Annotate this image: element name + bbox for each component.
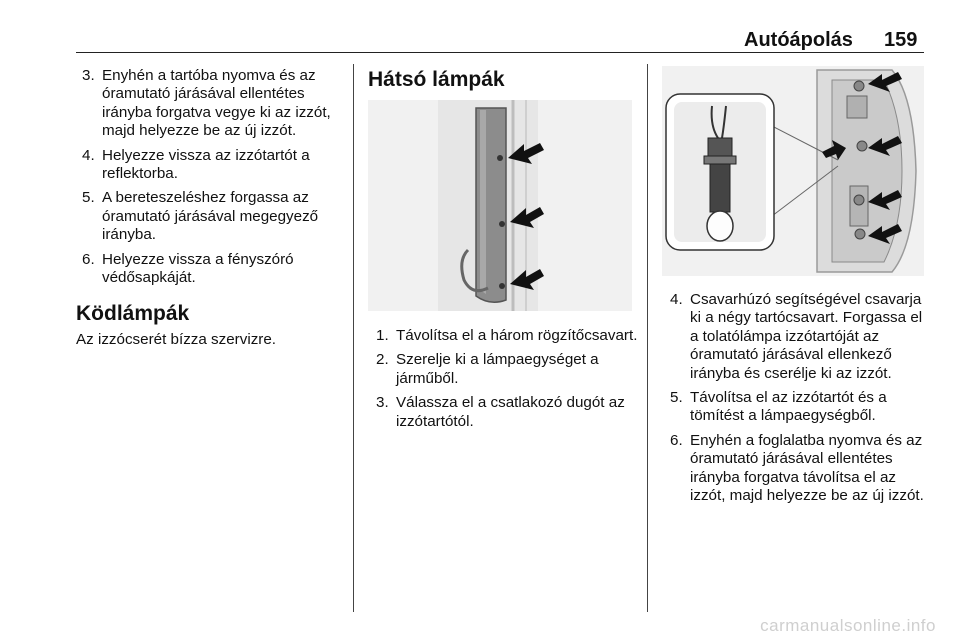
step-text: Csavarhúzó segítségével csavarja ki a négy tartócsavart. Forgassa el a tolatólámpa izzótartóját az óramutató járásával ellenkező irányba és cserélje ki az izzót. — [690, 291, 923, 382]
fog-lamps-text: Az izzócserét bízza szervizre. — [76, 331, 277, 348]
step-number: 1. — [376, 327, 389, 344]
list-item — [76, 251, 344, 288]
step-number: 6. — [670, 431, 683, 449]
rear-lamps-title: Hátsó lámpák — [368, 68, 505, 91]
page-number: 159 — [884, 29, 918, 51]
column-divider-left — [353, 64, 354, 612]
step-number: 6. — [82, 250, 95, 268]
rear-lamp-illustration — [368, 100, 632, 311]
step-number: 5. — [82, 189, 95, 207]
tail-lamp-bulb-figure — [662, 66, 924, 276]
list-item — [76, 189, 344, 244]
step-text: Enyhén a foglalatba nyomva és az óramutató járásával ellentétes irányba forgatva távolítsa el az izzót, majd helyezze be az új izzót. — [690, 431, 924, 505]
left-step-list — [76, 67, 344, 293]
step-text: Válassza el a csatlakozó dugót az izzótartótól. — [396, 394, 625, 430]
list-item — [664, 389, 926, 426]
step-number: 2. — [376, 351, 389, 369]
header-title: Autóápolás — [744, 29, 853, 51]
step-number: 4. — [670, 291, 683, 308]
watermark: carmanualsonline.info — [760, 616, 936, 635]
list-item — [370, 351, 640, 388]
step-number: 4. — [82, 146, 95, 164]
step-text: Helyezze vissza az izzótartót a reflektorba. — [102, 146, 310, 183]
step-text: Távolítsa el a három rögzítőcsavart. — [396, 327, 638, 344]
list-item — [664, 291, 926, 383]
tail-lamp-illustration — [662, 66, 924, 276]
step-text: Helyezze vissza a fényszóró védősapkáját. — [102, 250, 294, 287]
step-number: 3. — [376, 394, 389, 412]
column-divider-right — [647, 64, 648, 612]
rear-lamp-screws-figure — [368, 100, 632, 311]
step-number: 5. — [670, 389, 683, 407]
step-number: 3. — [82, 67, 95, 84]
right-step-list — [664, 291, 926, 511]
fog-lamps-title: Ködlámpák — [76, 302, 190, 325]
step-text: Enyhén a tartóba nyomva és az óramutató járásával ellentétes irányba forgatva vegye ki az izzót, majd helyezze be az új izzót. — [102, 67, 331, 140]
step-text: Távolítsa el az izzótartót és a tömítést a lámpaegységből. — [690, 389, 887, 425]
list-item — [664, 432, 926, 506]
inset-bulb-detail — [666, 94, 774, 250]
step-text: A bereteszeléshez forgassa az óramutató járásával megegyező irányba. — [102, 189, 319, 244]
list-item — [370, 394, 640, 431]
list-item — [76, 67, 344, 141]
header-divider — [76, 52, 924, 53]
list-item — [370, 327, 640, 345]
list-item — [76, 147, 344, 184]
middle-step-list — [370, 327, 640, 437]
step-text: Szerelje ki a lámpaegységet a járműből. — [396, 351, 599, 387]
